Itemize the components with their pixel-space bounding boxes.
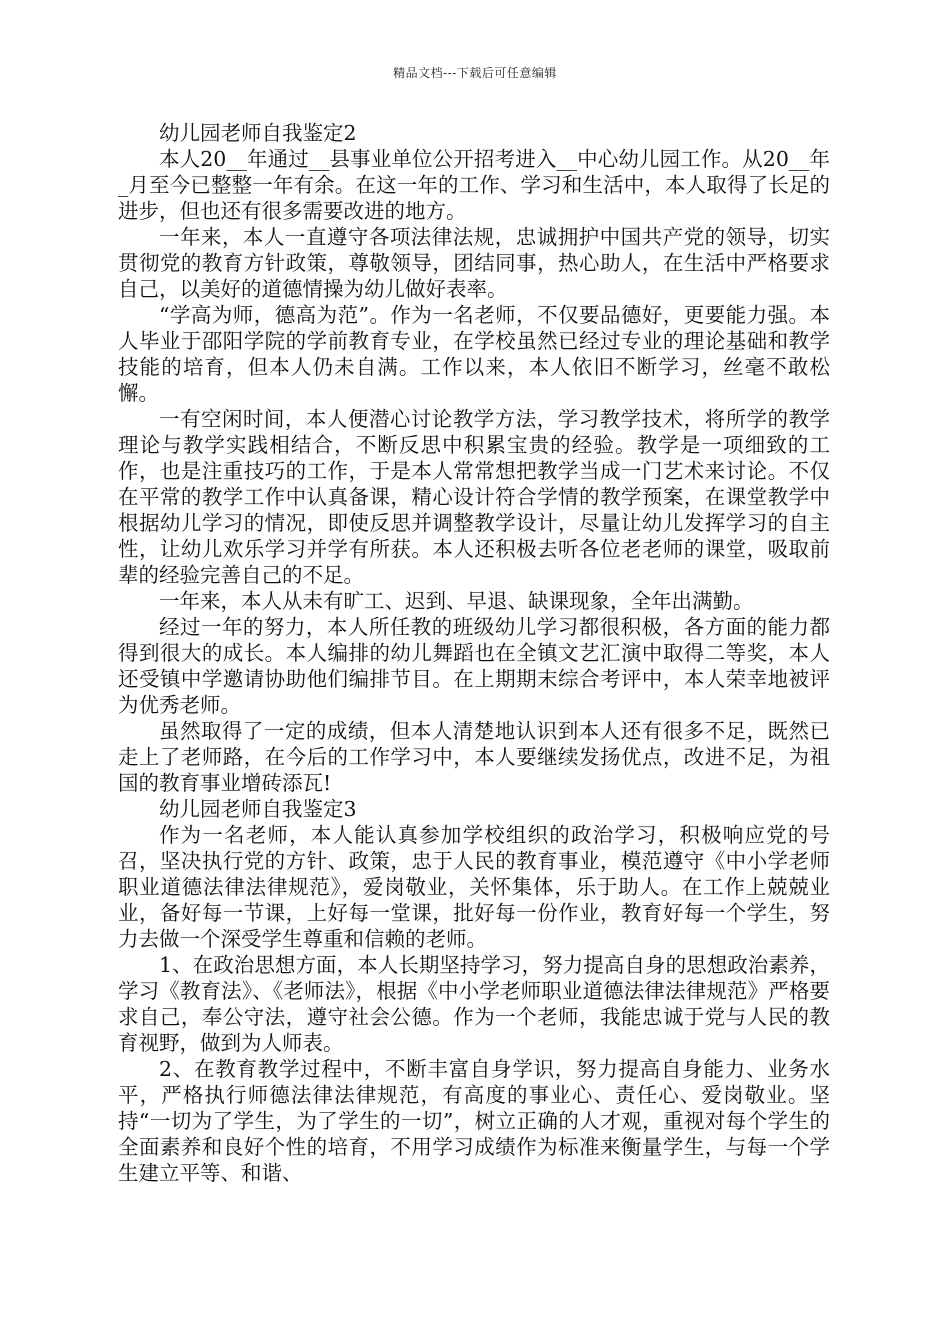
paragraph: 本人20__年通过__县事业单位公开招考进入__中心幼儿园工作。从20__年_月至今已整整一年有余。在这一年的工作、学习和生活中，本人取得了长足的进步，但也还有很多需要改进的地方。: [118, 147, 830, 223]
section-title: 幼儿园老师自我鉴定3: [159, 797, 357, 821]
paragraph: 虽然取得了一定的成绩，但本人清楚地认识到本人还有很多不足，既然已走上了老师路，在今后的工作学习中，本人要继续发扬优点，改进不足，为祖国的教育事业增砖添瓦!: [118, 719, 830, 795]
paragraph: 一有空闲时间，本人便潜心讨论教学方法，学习教学技术，将所学的教学理论与教学实践相结合，不断反思中积累宝贵的经验。教学是一项细致的工作，也是注重技巧的工作，于是本人常常想把教学当成一门艺术来讨论。不仅在平常的教学工作中认真备课，精心设计符合学情的教学预案，在课堂教学中根据幼儿学习的情况，即使反思并调整教学设计，尽量让幼儿发挥学习的自主性，让幼儿欢乐学习并学有所获。本人还积极去听各位老老师的课堂，吸取前辈的经验完善自己的不足。: [118, 407, 830, 587]
paragraph: “学高为师，德高为范”。作为一名老师，不仅要品德好，更要能力强。本人毕业于邵阳学院的学前教育专业，在学校虽然已经过专业的理论基础和教学技能的培育，但本人仍未自满。工作以来，本人依旧不断学习，丝毫不敢松懈。: [118, 303, 830, 405]
paragraph: 2、在教育教学过程中，不断丰富自身学识，努力提高自身能力、业务水平，严格执行师德法律法律规范，有高度的事业心、责任心、爱岗敬业。坚持“一切为了学生，为了学生的一切”，树立正确的人才观，重视对每个学生的全面素养和良好个性的培育，不用学习成绩作为标准来衡量学生，与每一个学生建立平等、和谐、: [118, 1057, 830, 1185]
document-body: [118, 120, 830, 1186]
page-header: 精品文档---下载后可任意编辑: [393, 66, 557, 80]
paragraph: 一年来，本人从未有旷工、迟到、早退、缺课现象，全年出满勤。: [159, 589, 754, 613]
paragraph: 1、在政治思想方面，本人长期坚持学习，努力提高自身的思想政治素养，学习《教育法》、《老师法》，根据《中小学老师职业道德法律法律规范》严格要求自己，奉公守法，遵守社会公德。作为一个老师，我能忠诚于党与人民的教育视野，做到为人师表。: [118, 953, 830, 1055]
paragraph: 经过一年的努力，本人所任教的班级幼儿学习都很积极，各方面的能力都得到很大的成长。本人编排的幼儿舞蹈也在全镇文艺汇演中取得二等奖，本人还受镇中学邀请协助他们编排节目。在上期期末综合考评中，本人荣幸地被评为优秀老师。: [118, 615, 830, 717]
section-title: 幼儿园老师自我鉴定2: [159, 121, 357, 145]
paragraph: 作为一名老师，本人能认真参加学校组织的政治学习，积极响应党的号召，坚决执行党的方针、政策，忠于人民的教育事业，模范遵守《中小学老师职业道德法律法律规范》，爱岗敬业，关怀集体，乐于助人。在工作上兢兢业业，备好每一节课，上好每一堂课，批好每一份作业，教育好每一个学生，努力去做一个深受学生尊重和信赖的老师。: [118, 823, 830, 951]
paragraph: 一年来，本人一直遵守各项法律法规，忠诚拥护中国共产党的领导，切实贯彻党的教育方针政策，尊敬领导，团结同事，热心助人，在生活中严格要求自己，以美好的道德情操为幼儿做好表率。: [118, 225, 830, 301]
